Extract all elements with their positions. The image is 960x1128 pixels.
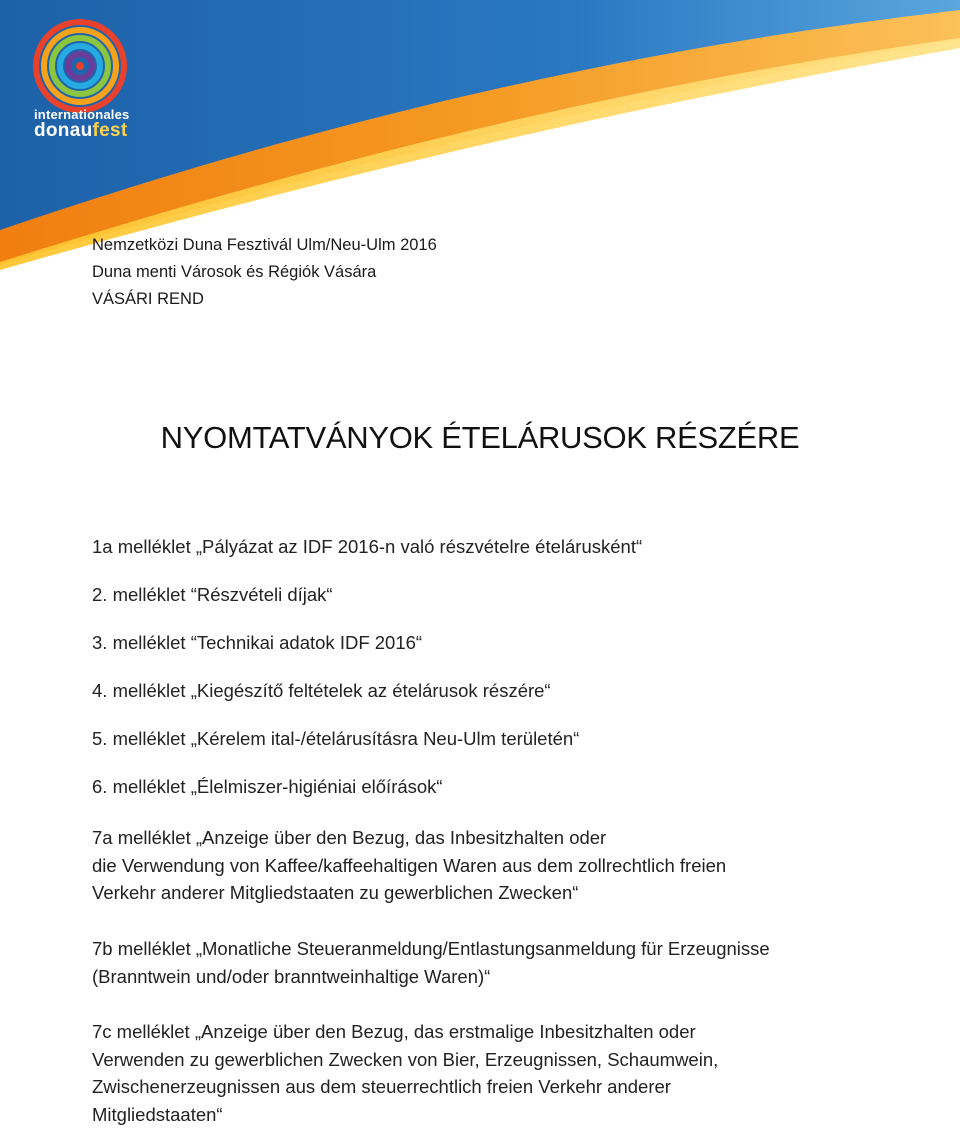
annex-item-7a: [92, 824, 892, 907]
annex-7c-line: 7c melléklet „Anzeige über den Bezug, das erstmalige Inbesitzhalten oder: [92, 1018, 892, 1046]
annex-item-7b: [92, 935, 892, 990]
annex-7a-line: Verkehr anderer Mitgliedstaaten zu gewerblichen Zwecken“: [92, 879, 892, 907]
document-header: [92, 232, 437, 313]
header-line-fair: Duna menti Városok és Régiók Vására: [92, 259, 437, 286]
annex-item-5: 5. melléklet „Kérelem ital-/ételárusításra Neu-Ulm területén“: [92, 728, 579, 750]
annex-item-4: 4. melléklet „Kiegészítő feltételek az ételárusok részére“: [92, 680, 551, 702]
annex-7b-line: (Branntwein und/oder branntweinhaltige Waren)“: [92, 963, 892, 991]
logo-text-donau: donau: [34, 120, 93, 141]
page-title: NYOMTATVÁNYOK ÉTELÁRUSOK RÉSZÉRE: [0, 420, 960, 456]
annex-7a-line: 7a melléklet „Anzeige über den Bezug, das Inbesitzhalten oder: [92, 824, 892, 852]
logo-text-internationales: internationales: [34, 108, 129, 121]
annex-item-6: 6. melléklet „Élelmiszer-higiéniai előírások“: [92, 776, 443, 798]
annex-7a-line: die Verwendung von Kaffee/kaffeehaltigen Waren aus dem zollrechtlich freien: [92, 852, 892, 880]
annex-item-2: 2. melléklet “Részvételi díjak“: [92, 584, 333, 606]
annex-7c-line: Zwischenerzeugnissen aus dem steuerrechtlich freien Verkehr anderer: [92, 1073, 892, 1101]
annex-item-7c: [92, 1018, 892, 1128]
header-banner: [0, 0, 960, 270]
logo-text-donaufest: [34, 121, 128, 140]
header-line-rules: VÁSÁRI REND: [92, 286, 437, 313]
annex-7c-line: Mitgliedstaaten“: [92, 1101, 892, 1128]
header-line-festival: Nemzetközi Duna Fesztivál Ulm/Neu-Ulm 2016: [92, 232, 437, 259]
logo-text-fest: fest: [93, 120, 128, 141]
annex-7b-line: 7b melléklet „Monatliche Steueranmeldung/Entlastungsanmeldung für Erzeugnisse: [92, 935, 892, 963]
annex-item-3: 3. melléklet “Technikai adatok IDF 2016“: [92, 632, 422, 654]
annex-item-1a: 1a melléklet „Pályázat az IDF 2016-n való részvételre ételárusként“: [92, 536, 642, 558]
annex-7c-line: Verwenden zu gewerblichen Zwecken von Bier, Erzeugnissen, Schaumwein,: [92, 1046, 892, 1074]
